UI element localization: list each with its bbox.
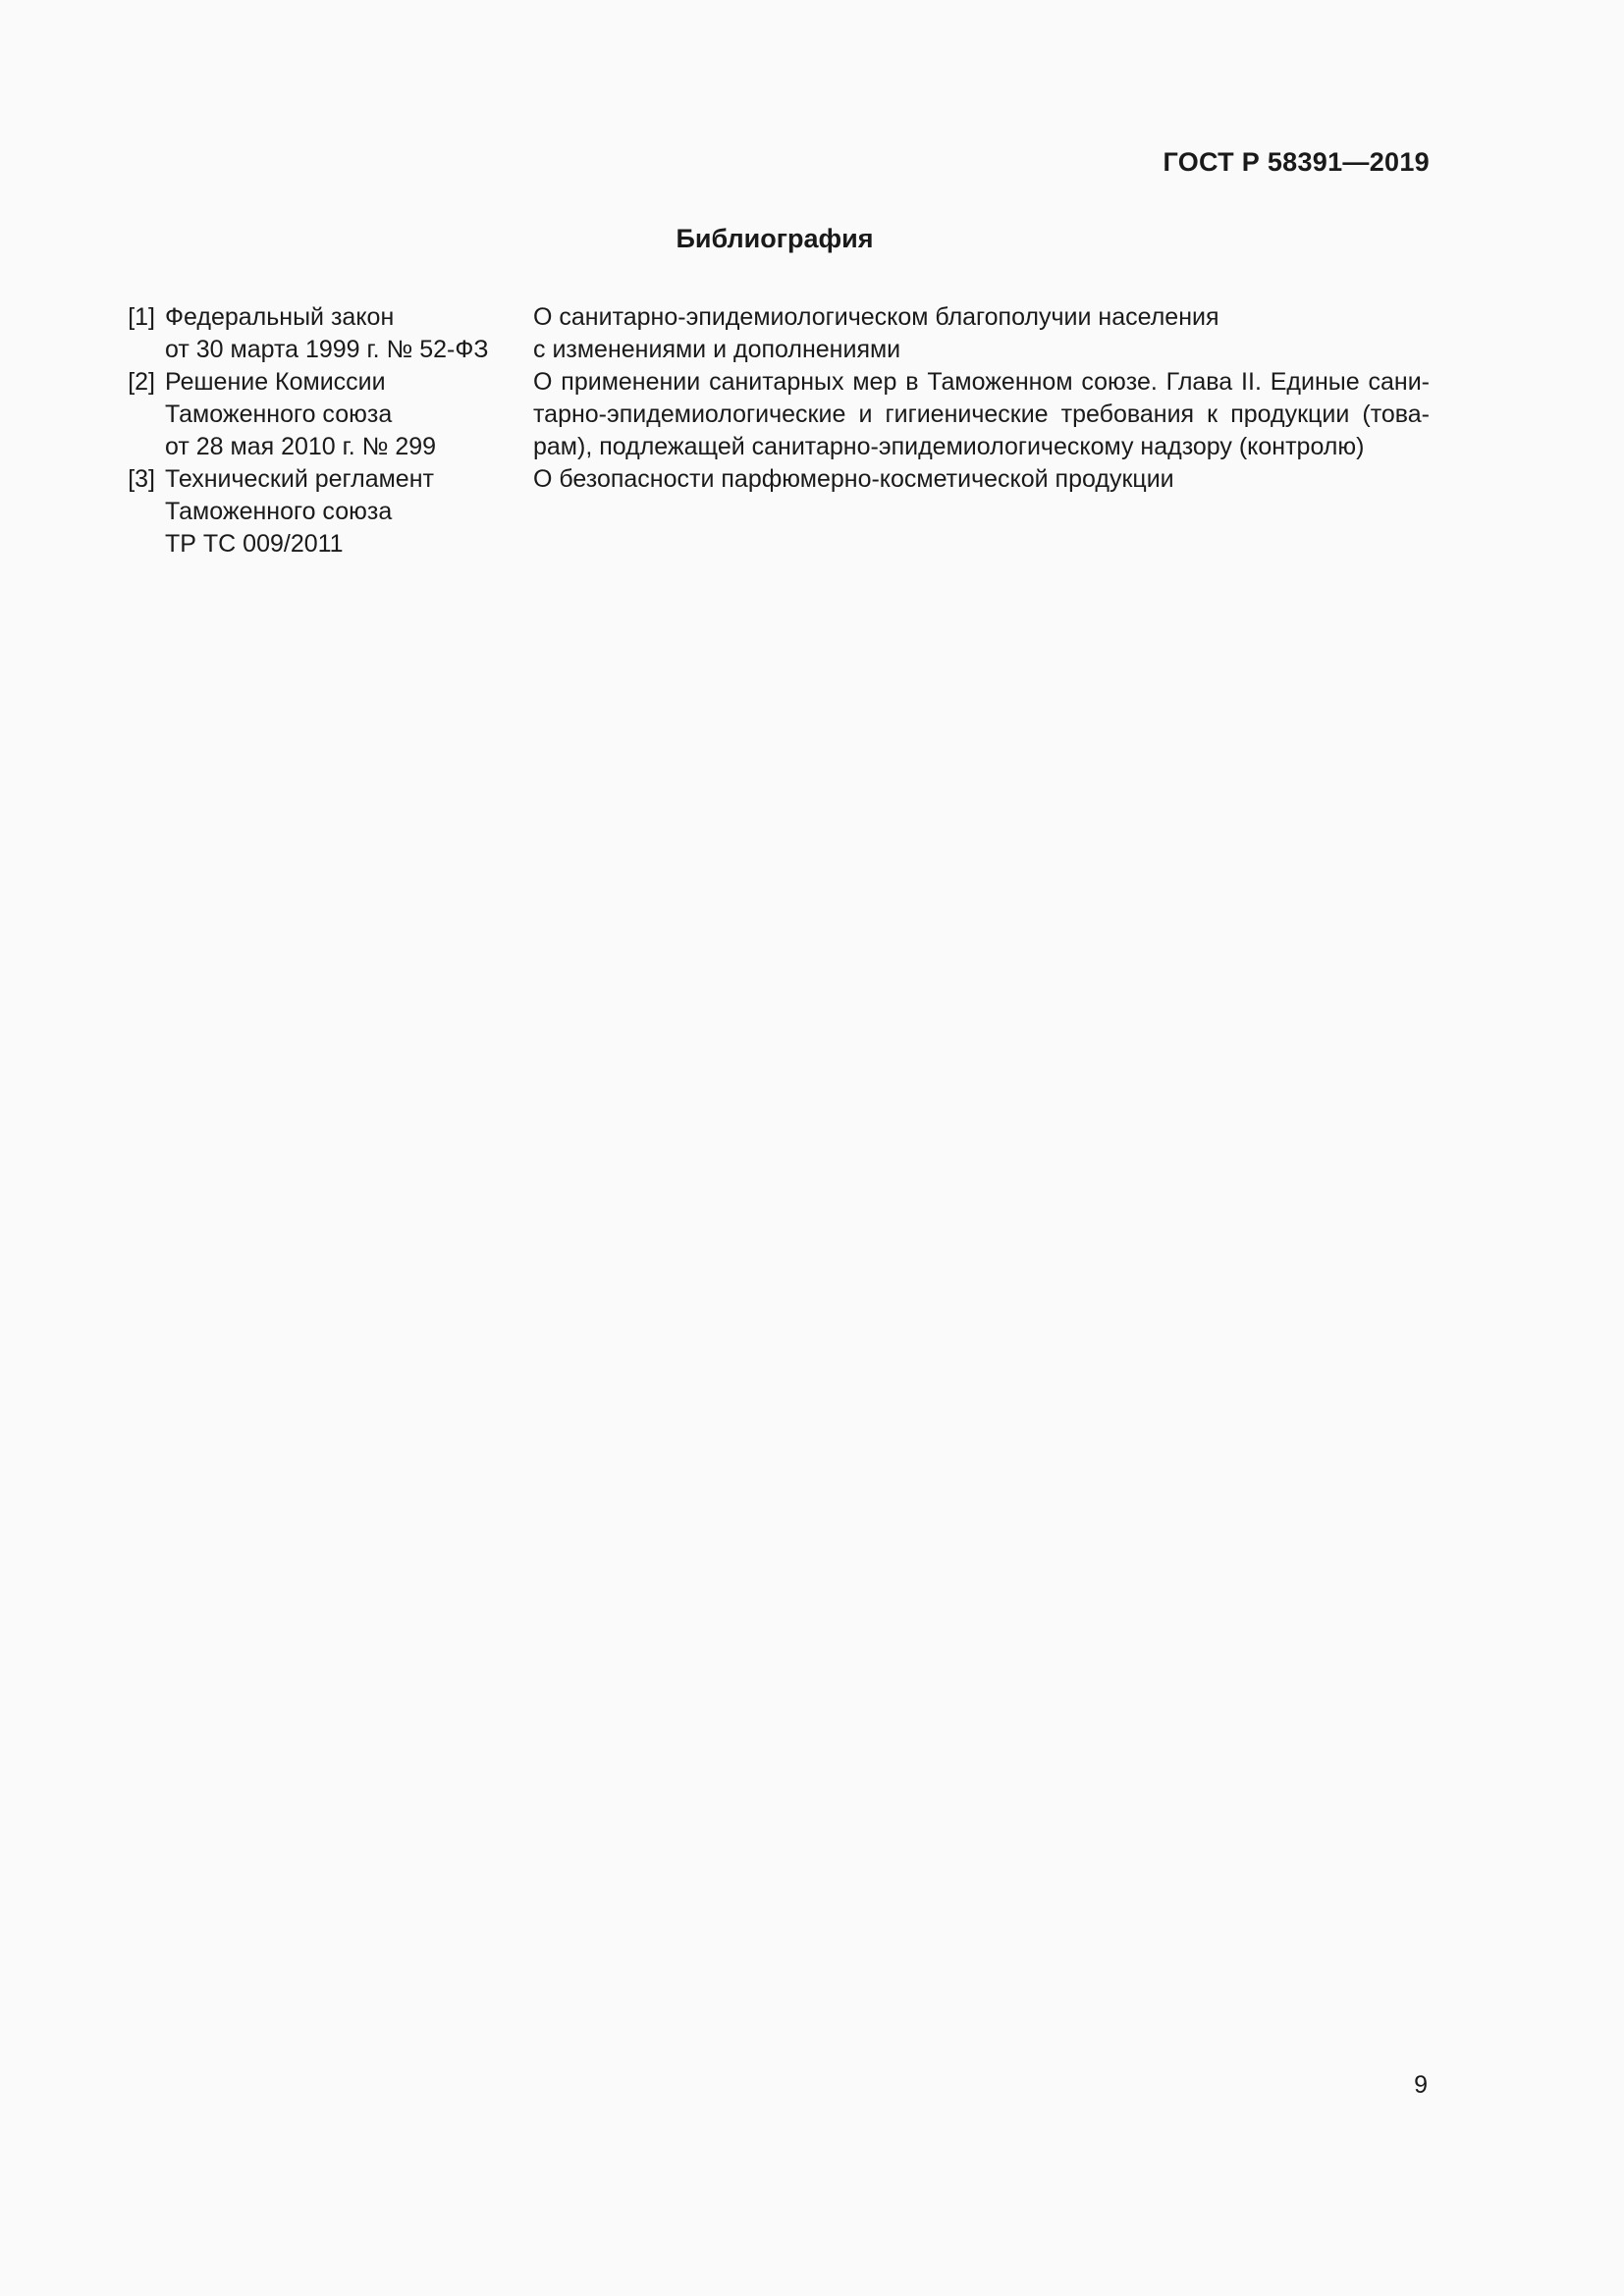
entry-source — [165, 366, 533, 463]
entry-description — [533, 366, 1430, 463]
entry-number: [3] — [128, 465, 155, 493]
section-title: Библиография — [676, 224, 874, 253]
page-number: 9 — [1414, 2071, 1428, 2099]
description-line: тарно-эпидемиологические и гигиенические требования к продукции (това- — [533, 400, 1430, 428]
bibliography-entry-1 — [108, 301, 1430, 366]
source-line: Таможенного союза — [165, 498, 393, 525]
source-line: Решение Комиссии — [165, 368, 386, 396]
description-line: О санитарно-эпидемиологическом благополучии населения — [533, 303, 1219, 331]
description-line: с изменениями и дополнениями — [533, 336, 901, 363]
source-line: от 28 мая 2010 г. № 299 — [165, 433, 437, 460]
entry-number: [1] — [128, 303, 155, 331]
entry-description — [533, 463, 1430, 496]
source-line: ТР ТС 009/2011 — [165, 530, 344, 558]
source-line: Технический регламент — [165, 465, 434, 493]
entry-number: [2] — [128, 368, 155, 396]
entry-source — [165, 463, 533, 561]
bibliography-list — [108, 301, 1430, 561]
document-code: ГОСТ Р 58391—2019 — [1163, 147, 1430, 177]
description-line: рам), подлежащей санитарно-эпидемиологическому надзору (контролю) — [533, 433, 1365, 460]
source-line: от 30 марта 1999 г. № 52-ФЗ — [165, 336, 489, 363]
entry-source — [165, 301, 533, 366]
bibliography-entry-2 — [108, 366, 1430, 463]
source-line: Таможенного союза — [165, 400, 393, 428]
description-line: О применении санитарных мер в Таможенном союзе. Глава II. Единые сани- — [533, 368, 1430, 396]
source-line: Федеральный закон — [165, 303, 395, 331]
bibliography-entry-3 — [108, 463, 1430, 561]
description-line: О безопасности парфюмерно-косметической продукции — [533, 465, 1174, 493]
entry-description — [533, 301, 1430, 366]
